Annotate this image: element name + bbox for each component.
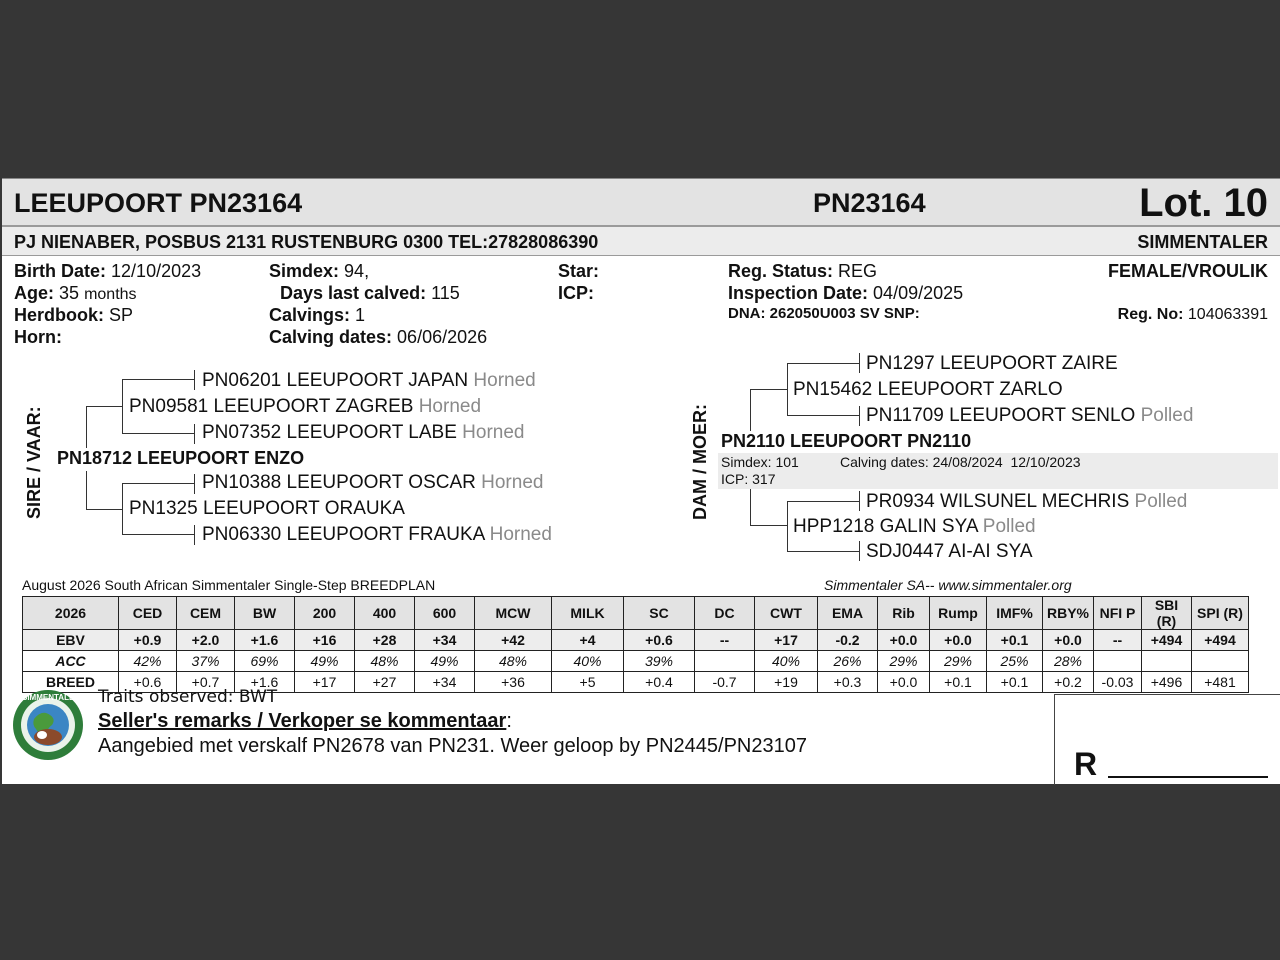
table-cell: 69% bbox=[235, 651, 295, 672]
tree-line bbox=[122, 534, 194, 535]
herdbook: Herdbook: SP bbox=[14, 305, 134, 325]
table-cell: -0.7 bbox=[695, 672, 755, 693]
tree-line bbox=[787, 363, 788, 415]
table-cell: -0.2 bbox=[818, 630, 878, 651]
tree-line bbox=[122, 379, 194, 380]
animal-id: PN23164 bbox=[813, 188, 926, 218]
age: Age: 35 months bbox=[14, 283, 137, 303]
horn: Horn: bbox=[14, 327, 62, 347]
table-row-label: EBV bbox=[23, 630, 119, 651]
table-cell bbox=[695, 651, 755, 672]
sire-sire-dam: PN07352 LEEUPOORT LABE Horned bbox=[202, 422, 525, 443]
breedplan-caption: August 2026 South African Simmentaler Single-Step BREEDPLAN bbox=[22, 577, 436, 593]
table-cell: +0.0 bbox=[878, 672, 930, 693]
table-cell: 49% bbox=[415, 651, 475, 672]
table-cell: +4 bbox=[552, 630, 624, 651]
table-header-cell: IMF% bbox=[987, 597, 1043, 630]
tree-line bbox=[787, 415, 859, 416]
table-row-label: BREED bbox=[23, 672, 119, 693]
table-cell: +2.0 bbox=[177, 630, 235, 651]
table-header-cell: Rib bbox=[878, 597, 930, 630]
tree-line bbox=[86, 471, 87, 509]
table-cell: 29% bbox=[930, 651, 987, 672]
table-cell: 28% bbox=[1043, 651, 1094, 672]
dam-icp: ICP: 317 bbox=[721, 471, 776, 487]
table-cell: 37% bbox=[177, 651, 235, 672]
table-cell: 40% bbox=[552, 651, 624, 672]
tree-line bbox=[859, 406, 860, 426]
tree-line bbox=[787, 363, 859, 364]
tree-line bbox=[859, 353, 860, 373]
table-header-cell: 400 bbox=[355, 597, 415, 630]
lot-number: Lot. 10 bbox=[1139, 181, 1268, 225]
icp: ICP: bbox=[558, 283, 594, 303]
dam-simdex: Simdex: 101 bbox=[721, 454, 799, 470]
table-row-label: ACC bbox=[23, 651, 119, 672]
table-cell: 49% bbox=[295, 651, 355, 672]
table-header-cell: CWT bbox=[755, 597, 818, 630]
table-cell: 39% bbox=[624, 651, 695, 672]
dam-dam-sire: PR0934 WILSUNEL MECHRIS Polled bbox=[866, 491, 1188, 512]
dna-info: DNA: 262050U003 SV SNP: bbox=[728, 305, 920, 322]
tree-line bbox=[122, 483, 123, 534]
reg-number: Reg. No: 104063391 bbox=[1117, 306, 1268, 323]
table-cell: 25% bbox=[987, 651, 1043, 672]
table-cell: +496 bbox=[1142, 672, 1192, 693]
table-cell: +0.6 bbox=[119, 672, 177, 693]
table-cell: +0.3 bbox=[818, 672, 878, 693]
table-cell: +42 bbox=[475, 630, 552, 651]
table-cell: -- bbox=[695, 630, 755, 651]
dam-dam: HPP1218 GALIN SYA Polled bbox=[793, 516, 1036, 537]
tree-line bbox=[750, 389, 751, 431]
sire-dam-dam: PN06330 LEEUPOORT FRAUKA Horned bbox=[202, 524, 552, 545]
ebv-header-row bbox=[23, 597, 1249, 630]
simdex: Simdex: 94, bbox=[269, 261, 370, 281]
table-header-cell: 200 bbox=[295, 597, 355, 630]
table-cell: +27 bbox=[355, 672, 415, 693]
dam-sire-sire: PN1297 LEEUPOORT ZAIRE bbox=[866, 353, 1118, 374]
table-header-cell: MILK bbox=[552, 597, 624, 630]
ebv-table bbox=[22, 596, 1249, 693]
acc-row bbox=[23, 651, 1249, 672]
tree-line bbox=[750, 389, 787, 390]
ebv-row bbox=[23, 630, 1249, 651]
table-header-cell: SC bbox=[624, 597, 695, 630]
price-input-line[interactable] bbox=[1108, 776, 1268, 778]
table-cell: +0.7 bbox=[177, 672, 235, 693]
table-cell: -0.03 bbox=[1094, 672, 1142, 693]
sire-dam-sire: PN10388 LEEUPOORT OSCAR Horned bbox=[202, 472, 544, 493]
table-cell bbox=[1142, 651, 1192, 672]
tree-line bbox=[194, 474, 195, 494]
table-header-cell: SPI (R) bbox=[1192, 597, 1249, 630]
tree-line bbox=[122, 379, 123, 433]
tree-line bbox=[122, 483, 194, 484]
calvings: Calvings: 1 bbox=[269, 305, 366, 325]
table-header-cell: RBY% bbox=[1043, 597, 1094, 630]
tree-line bbox=[194, 525, 195, 545]
table-header-cell: 2026 bbox=[23, 597, 119, 630]
tree-line bbox=[787, 501, 788, 551]
table-cell: +0.0 bbox=[878, 630, 930, 651]
table-cell: +0.0 bbox=[930, 630, 987, 651]
dam-calving-dates: Calving dates: 24/08/2024 12/10/2023 bbox=[840, 454, 1081, 470]
table-cell: +0.2 bbox=[1043, 672, 1094, 693]
calving-dates: Calving dates: 06/06/2026 bbox=[269, 327, 488, 347]
table-cell: +0.4 bbox=[624, 672, 695, 693]
dam-name: PN2110 LEEUPOORT PN2110 bbox=[721, 431, 972, 451]
table-cell: +1.6 bbox=[235, 672, 295, 693]
breedplan-source: Simmentaler SA-- www.simmentaler.org bbox=[824, 577, 1072, 593]
logo-text: SIMMENTALER bbox=[22, 693, 81, 702]
table-cell: +481 bbox=[1192, 672, 1249, 693]
reg-status: Reg. Status: REG bbox=[728, 261, 878, 281]
animal-name: LEEUPOORT PN23164 bbox=[14, 188, 303, 218]
table-cell: 26% bbox=[818, 651, 878, 672]
table-cell: 42% bbox=[119, 651, 177, 672]
table-header-cell: MCW bbox=[475, 597, 552, 630]
table-header-cell: 600 bbox=[415, 597, 475, 630]
table-cell bbox=[1192, 651, 1249, 672]
table-header-cell: BW bbox=[235, 597, 295, 630]
inspection-date: Inspection Date: 04/09/2025 bbox=[728, 283, 964, 303]
star: Star: bbox=[558, 261, 600, 281]
price-label: R bbox=[1074, 746, 1098, 782]
tree-line bbox=[859, 491, 860, 511]
breed-label: SIMMENTALER bbox=[1137, 232, 1268, 252]
sire-name: PN18712 LEEUPOORT ENZO bbox=[57, 448, 305, 468]
table-header-cell: NFI P bbox=[1094, 597, 1142, 630]
table-cell: +5 bbox=[552, 672, 624, 693]
sire-label: SIRE / VAAR: bbox=[24, 406, 44, 519]
table-header-cell: CEM bbox=[177, 597, 235, 630]
remarks-heading: Seller's remarks / Verkoper se kommentaar: bbox=[98, 710, 512, 732]
dam-dam-dam: SDJ0447 AI-AI SYA bbox=[866, 541, 1033, 562]
sire-sire-sire: PN06201 LEEUPOORT JAPAN Horned bbox=[202, 370, 536, 391]
days-last-calved: Days last calved: 115 bbox=[280, 283, 460, 303]
tree-line bbox=[194, 370, 195, 390]
tree-line bbox=[787, 551, 859, 552]
table-cell: +0.9 bbox=[119, 630, 177, 651]
table-cell: +0.0 bbox=[1043, 630, 1094, 651]
sex-label: FEMALE/VROULIK bbox=[1108, 261, 1268, 281]
table-cell: +494 bbox=[1142, 630, 1192, 651]
lot-card bbox=[2, 178, 1280, 784]
table-header-cell: SBI (R) bbox=[1142, 597, 1192, 630]
table-cell: +0.6 bbox=[624, 630, 695, 651]
table-cell: +494 bbox=[1192, 630, 1249, 651]
table-cell: +17 bbox=[295, 672, 355, 693]
table-cell: 29% bbox=[878, 651, 930, 672]
table-cell: 48% bbox=[475, 651, 552, 672]
table-cell: +28 bbox=[355, 630, 415, 651]
table-header-cell: Rump bbox=[930, 597, 987, 630]
table-cell: +34 bbox=[415, 630, 475, 651]
tree-line bbox=[86, 406, 122, 407]
table-cell: +0.1 bbox=[930, 672, 987, 693]
table-cell: +1.6 bbox=[235, 630, 295, 651]
traits-observed: Traits observed: BWT bbox=[98, 687, 278, 707]
owner-info: PJ NIENABER, POSBUS 2131 RUSTENBURG 0300 TEL:27828086390 bbox=[14, 232, 599, 252]
table-cell: +17 bbox=[755, 630, 818, 651]
tree-line bbox=[86, 509, 122, 510]
dam-sire-dam: PN11709 LEEUPOORT SENLO Polled bbox=[866, 405, 1194, 426]
tree-line bbox=[194, 424, 195, 444]
birth-date: Birth Date: 12/10/2023 bbox=[14, 261, 202, 281]
tree-line bbox=[787, 501, 859, 502]
table-cell: +34 bbox=[415, 672, 475, 693]
tree-line bbox=[86, 406, 87, 448]
dam-label: DAM / MOER: bbox=[690, 404, 710, 520]
tree-line bbox=[122, 433, 194, 434]
table-header-cell: DC bbox=[695, 597, 755, 630]
table-cell: -- bbox=[1094, 630, 1142, 651]
sire-sire: PN09581 LEEUPOORT ZAGREB Horned bbox=[129, 396, 482, 417]
table-cell bbox=[1094, 651, 1142, 672]
table-cell: 40% bbox=[755, 651, 818, 672]
tree-line bbox=[859, 541, 860, 561]
table-header-cell: CED bbox=[119, 597, 177, 630]
simmentaler-logo bbox=[12, 689, 84, 761]
remarks-text: Aangebied met verskalf PN2678 van PN231. Weer geloop by PN2445/PN23107 bbox=[98, 735, 807, 757]
table-header-cell: EMA bbox=[818, 597, 878, 630]
table-cell: +16 bbox=[295, 630, 355, 651]
table-cell: +36 bbox=[475, 672, 552, 693]
table-cell: +0.1 bbox=[987, 672, 1043, 693]
tree-line bbox=[750, 525, 787, 526]
table-cell: 48% bbox=[355, 651, 415, 672]
sire-dam: PN1325 LEEUPOORT ORAUKA bbox=[129, 498, 405, 519]
table-cell: +0.1 bbox=[987, 630, 1043, 651]
dam-sire: PN15462 LEEUPOORT ZARLO bbox=[793, 379, 1063, 400]
table-cell: +19 bbox=[755, 672, 818, 693]
